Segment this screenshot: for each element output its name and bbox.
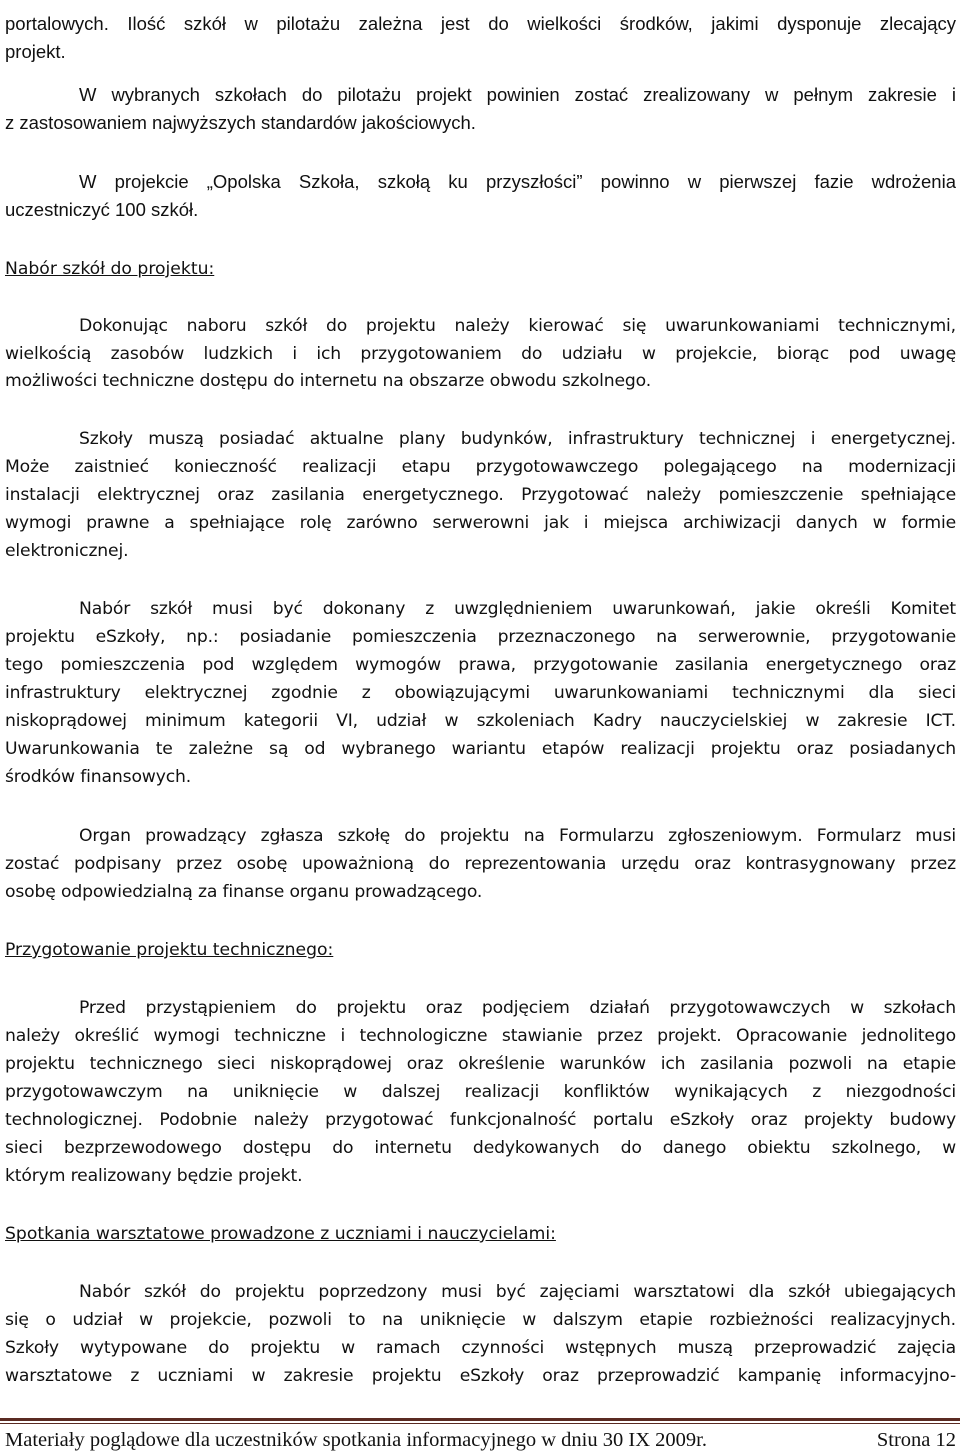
paragraph-line: Nabór szkół musi być dokonany z uwzględnieniem uwarunkowań, jakie określi Komitet	[79, 599, 956, 619]
paragraph-line: Szkoły wytypowane do projektu w ramach czynności wstępnych muszą przeprowadzić zajęcia	[5, 1338, 956, 1358]
intro-paragraph-3-line-2: uczestniczyć 100 szkół.	[5, 199, 199, 220]
paragraph-line: warsztatowe z uczniami w zakresie projektu eSzkoły oraz przeprowadzić kampanię informacyjno-	[5, 1366, 956, 1386]
page-footer	[5, 1426, 956, 1454]
paragraph-line: należy określić wymogi techniczne i technologiczne stawianie przez projekt. Opracowanie jednolitego	[5, 1026, 956, 1046]
paragraph-line: przygotowawczym na uniknięcie w dalszej realizacji konfliktów wynikających z niezgodności	[5, 1082, 956, 1102]
paragraph-line: osobę odpowiedzialną za finanse organu prowadzącego.	[5, 882, 483, 902]
paragraph-line: instalacji elektrycznej oraz zasilania energetycznego. Przygotować należy pomieszczenie spełniające	[5, 485, 956, 505]
paragraph-line: się o udział w projekcie, pozwoli to na uniknięcie w dalszym etapie rozbieżności realizacyjnych.	[5, 1310, 956, 1330]
paragraph-line: wymogi prawne a spełniające rolę zarówno serwerowni jak i miejsca archiwizacji danych w formie	[5, 513, 956, 533]
paragraph-line: tego pomieszczenia pod względem wymogów prawa, przygotowanie zasilania energetycznego oraz	[5, 655, 956, 675]
paragraph-line: sieci bezprzewodowego dostępu do internetu dedykowanych do danego obiektu szkolnego, w	[5, 1138, 956, 1158]
footer-text: Materiały poglądowe dla uczestników spotkania informacyjnego w dniu 30 IX 2009r.	[5, 1429, 707, 1451]
paragraph-line: Przed przystąpieniem do projektu oraz podjęciem działań przygotowawczych w szkołach	[79, 998, 956, 1018]
intro-paragraph-2-line-1: W wybranych szkołach do pilotażu projekt powinien zostać zrealizowany w pełnym zakresie i	[79, 84, 956, 105]
paragraph-line: możliwości techniczne dostępu do internetu na obszarze obwodu szkolnego.	[5, 371, 652, 391]
footer-divider-thin	[0, 1423, 960, 1424]
page-number: Strona 12	[876, 1429, 956, 1451]
paragraph-line: technologicznej. Podobnie należy przygotować funkcjonalność portalu eSzkoły oraz projekty budowy	[5, 1110, 956, 1130]
paragraph-line: niskoprądowej minimum kategorii VI, udział w szkoleniach Kadry nauczycielskiej w zakresie ICT.	[5, 711, 956, 731]
paragraph-line: infrastruktury elektrycznej zgodnie z obowiązującymi uwarunkowaniami technicznymi dla sieci	[5, 683, 956, 703]
paragraph-line: którym realizowany będzie projekt.	[5, 1166, 303, 1186]
paragraph-line: Szkoły muszą posiadać aktualne plany budynków, infrastruktury technicznej i energetycznej.	[79, 429, 956, 449]
intro-line-2: projekt.	[5, 41, 66, 62]
section-heading-projekt-techniczny: Przygotowanie projektu technicznego:	[5, 940, 334, 960]
paragraph-line: Nabór szkół do projektu poprzedzony musi być zajęciami warsztatowi dla szkół ubiegających	[79, 1282, 956, 1302]
paragraph-line: Organ prowadzący zgłasza szkołę do projektu na Formularzu zgłoszeniowym. Formularz musi	[79, 826, 956, 846]
intro-paragraph-3-line-1: W projekcie „Opolska Szkoła, szkołą ku przyszłości” powinno w pierwszej fazie wdrożenia	[79, 171, 956, 192]
paragraph-line: projektu eSzkoły, np.: posiadanie pomieszczenia przeznaczonego na serwerownie, przygotowanie	[5, 627, 956, 647]
footer-divider	[0, 1418, 960, 1421]
paragraph-line: Uwarunkowania te zależne są od wybranego wariantu etapów realizacji projektu oraz posiadanych	[5, 739, 956, 759]
paragraph-line: zostać podpisany przez osobę upoważnioną do reprezentowania urzędu oraz kontrasygnowany przez	[5, 854, 956, 874]
section-heading-spotkania: Spotkania warsztatowe prowadzone z uczniami i nauczycielami:	[5, 1224, 556, 1244]
paragraph-line: projektu technicznego sieci niskoprądowej oraz określenie warunków ich zasilania pozwoli na etapie	[5, 1054, 956, 1074]
paragraph-line: środków finansowych.	[5, 767, 192, 787]
section-heading-nabor: Nabór szkół do projektu:	[5, 259, 215, 279]
paragraph-line: Dokonując naboru szkół do projektu należy kierować się uwarunkowaniami technicznymi,	[79, 316, 956, 336]
intro-line-1: portalowych. Ilość szkół w pilotażu zależna jest do wielkości środków, jakimi dysponuje zlecający	[5, 13, 956, 34]
paragraph-line: elektronicznej.	[5, 541, 129, 561]
paragraph-line: wielkością zasobów ludzkich i ich przygotowaniem do udziału w projekcie, biorąc pod uwagę	[5, 344, 956, 364]
paragraph-line: Może zaistnieć konieczność realizacji etapu przygotowawczego polegającego na modernizacji	[5, 457, 956, 477]
intro-paragraph-2-line-2: z zastosowaniem najwyższych standardów jakościowych.	[5, 112, 476, 133]
